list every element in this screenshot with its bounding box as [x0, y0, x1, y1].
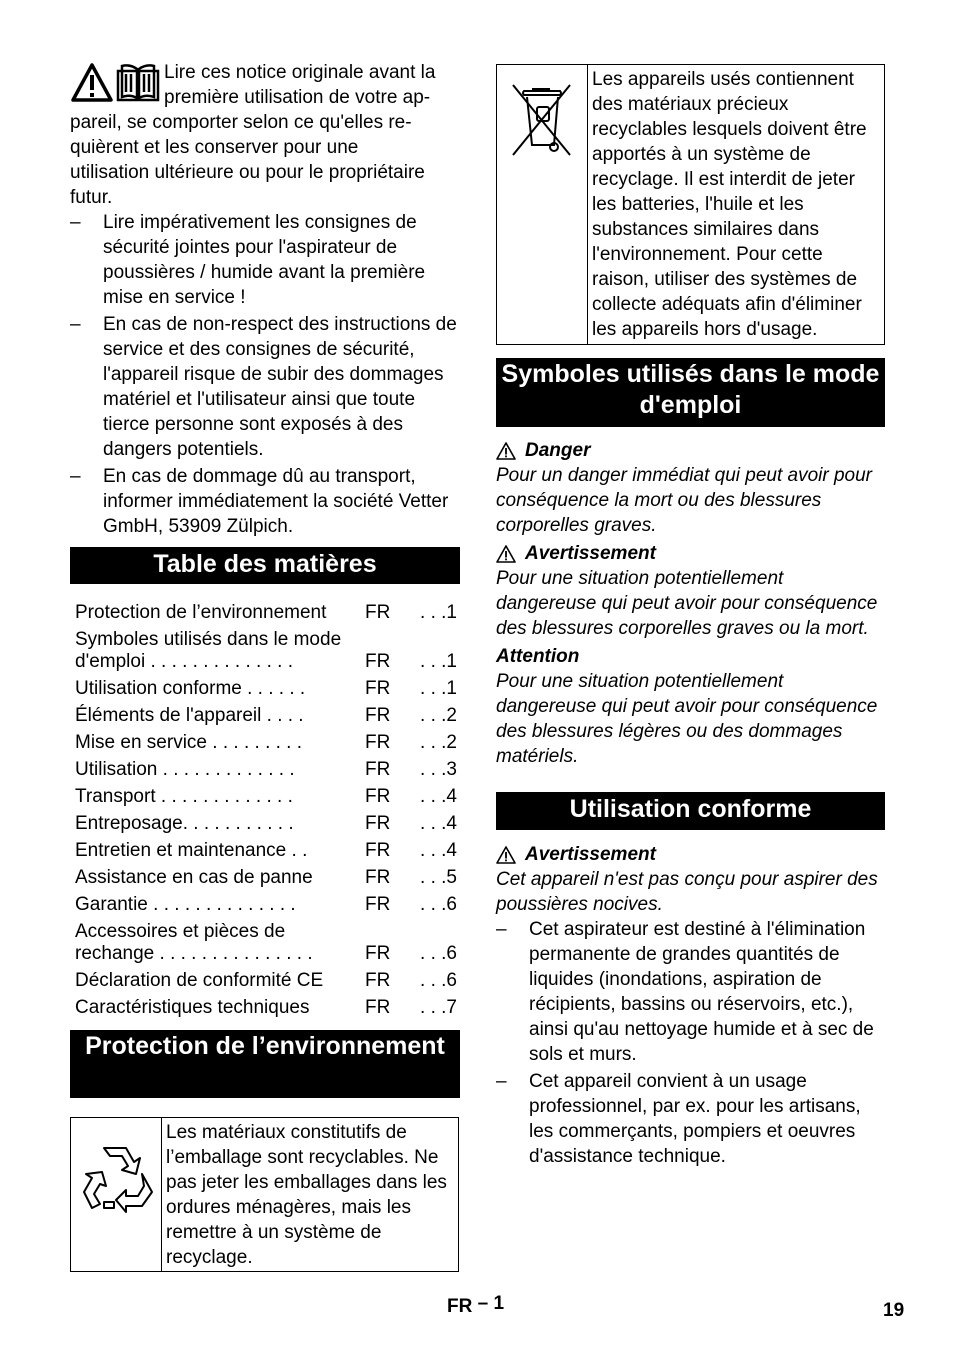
toc-entry-page: . . .2 [420, 705, 457, 726]
toc-entry[interactable] [70, 813, 460, 835]
packaging-text: Les matériaux constitutifs de l’emballage sont recyclables. Ne pas jeter les emballages dans les ordures ménagères, mais les remettre à un système de recyclage. [166, 1122, 447, 1268]
attention-label: Attention [496, 646, 580, 667]
intro-line-6: futur. [70, 187, 113, 208]
intro-line-4: quièrent et les conserver pour une [70, 137, 359, 158]
usage-section [496, 842, 885, 1169]
bullet-text: Cet aspirateur est destiné à l'élimination permanente de grandes quantités de liquides (inondations, aspiration de récipients, bassins ou réservoirs, etc.), ainsi qu'au nettoyage humide et à sec de sols et murs. [529, 919, 874, 1065]
toc-entry[interactable] [70, 867, 460, 889]
recycle-icon-cell [71, 1118, 162, 1271]
intro-bullet-list [70, 210, 460, 539]
toc-entry-title [75, 732, 365, 754]
toc-entry[interactable] [70, 629, 460, 673]
intro-line-3: pareil, se comporter selon ce qu'elles re- [70, 112, 412, 133]
toc-heading: Table des matières [70, 547, 460, 584]
symbols-section [496, 438, 885, 769]
list-item [496, 1069, 885, 1169]
toc-entry-page: . . .5 [420, 867, 457, 888]
toc-entry-leader: . . . . . . . . . . . . . . [145, 651, 293, 672]
list-item [70, 210, 460, 310]
list-item [70, 312, 460, 462]
toc-entry-page: . . .3 [420, 759, 457, 780]
toc-entry-title [75, 786, 365, 808]
bullet-text: Lire impérativement les consignes de sécurité jointes pour l'aspirateur de poussières / humide avant la première mise en service ! [103, 212, 426, 308]
toc-entry-lang: FR [365, 867, 391, 888]
toc-entry-title [75, 813, 365, 835]
manual-book-icon [118, 65, 158, 100]
toc-entry-page: . . .6 [420, 894, 457, 915]
toc-entry-title [75, 678, 365, 700]
toc-entry-leader: . . . . [261, 705, 304, 726]
usage-warning-label-row [496, 842, 885, 867]
usage-heading: Utilisation conforme [496, 792, 885, 830]
toc-entry-page: . . .1 [420, 651, 457, 672]
toc-entry-title-text: Transport [75, 786, 156, 807]
toc-entry-lang: FR [365, 970, 391, 991]
toc-entry-lang: FR [365, 894, 391, 915]
toc-entry-title-text: Mise en service [75, 732, 207, 753]
toc-entry-title [75, 840, 365, 862]
toc-entry-leader: . . . . . . . . . [207, 732, 303, 753]
toc-entry-lang: FR [365, 602, 391, 623]
danger-label-row [496, 438, 885, 463]
list-item [70, 464, 460, 539]
toc-entry-title-text: Entretien et maintenance [75, 840, 287, 861]
disposal-text: Les appareils usés contiennent des matériaux précieux recyclables lesquels doivent être apportés à un système de recyclage. Il est interdit de jeter les batteries, l'huile et les substances similaires dans l'environnement. Pour cette raison, utiliser des systèmes de collecte adéquats afin d'éliminer les appareils hors d'usage. [592, 69, 867, 340]
toc-entry-lang: FR [365, 732, 391, 753]
intro-line-2: première utilisation de votre ap- [164, 87, 431, 108]
toc-entry-lang: FR [365, 943, 391, 964]
toc-entry-leader: . . . . . . . . . . . . . [157, 759, 295, 780]
toc-entry[interactable] [70, 705, 460, 727]
intro-line-5: utilisation ultérieure ou pour le propriétaire [70, 162, 425, 183]
toc-entry-lang: FR [365, 759, 391, 780]
warning-icon [73, 65, 111, 100]
toc-entry-leader: . . . . . . . . . . . [182, 813, 294, 834]
danger-text: Pour un danger immédiat qui peut avoir pour conséquence la mort ou des blessures corporelles graves. [496, 465, 873, 536]
toc-entry-page: . . .2 [420, 732, 457, 753]
bullet-text: Cet appareil convient à un usage professionnel, par ex. pour les artisans, les commerçants, pompiers et oeuvres d'assistance technique. [529, 1071, 861, 1167]
toc-entry[interactable] [70, 786, 460, 808]
toc-entry-title-text: Déclaration de conformité CE [75, 970, 324, 991]
toc-entry-page: . . .4 [420, 786, 457, 807]
environment-heading: Protection de l’environnement [70, 1030, 460, 1098]
toc-entry-title-text: Accessoires et pièces de rechange [75, 921, 286, 964]
footer-section-page: – 1 [477, 1293, 505, 1314]
bullet-dash: – [496, 1071, 507, 1092]
bullet-text: En cas de dommage dû au transport, informer immédiatement la société Vetter GmbH, 53909 Zülpich. [103, 466, 449, 537]
bullet-dash: – [496, 919, 507, 940]
toc-entry-lang: FR [365, 813, 391, 834]
page-number: 19 [883, 1300, 905, 1321]
toc-entry-leader: . . . . . . [241, 678, 306, 699]
toc-entry-page: . . .1 [420, 678, 457, 699]
toc-entry-leader: . . . . . . . . . . . . . . [147, 894, 296, 915]
intro-line-1: Lire ces notice originale avant la [164, 62, 436, 83]
toc-entry-page: . . .1 [420, 602, 457, 623]
toc-entry-title-text: Utilisation [75, 759, 158, 780]
toc-entry-title-text: Symboles utilisés dans le mode d'emploi [75, 629, 342, 672]
intro-block [70, 60, 460, 539]
toc-entry-page: . . .6 [420, 943, 457, 964]
toc-entry-title [75, 970, 365, 992]
usage-warning-label: Avertissement [525, 844, 656, 865]
footer-section-ref [447, 1293, 505, 1318]
toc-entry-lang: FR [365, 705, 391, 726]
disposal-box [496, 64, 885, 345]
symbols-heading: Symboles utilisés dans le mode d'emploi [496, 358, 885, 427]
toc-entry-title [75, 921, 365, 965]
usage-bullet-list [496, 917, 885, 1169]
toc-entry-title [75, 867, 365, 889]
attention-label-row [496, 644, 885, 669]
warning-text: Pour une situation potentiellement dangereuse qui peut avoir pour conséquence des blessures corporelles graves ou la mort. [496, 568, 878, 639]
toc-entry[interactable] [70, 602, 460, 624]
intro-icons [70, 62, 162, 108]
toc-entry[interactable] [70, 678, 460, 700]
toc-entry[interactable] [70, 732, 460, 754]
bullet-dash: – [70, 212, 81, 233]
bullet-dash: – [70, 466, 81, 487]
toc-entry-page: . . .4 [420, 813, 457, 834]
warning-label: Avertissement [525, 543, 656, 564]
toc-entry-leader: . . . . . . . . . . . . . [155, 786, 293, 807]
attention-text: Pour une situation potentiellement dangereuse qui peut avoir pour conséquence des blessures légères ou des dommages matériels. [496, 671, 878, 767]
toc-entry-lang: FR [365, 840, 391, 861]
toc-entry-title [75, 997, 365, 1019]
toc-entry-title-text: Caractéristiques techniques [75, 997, 310, 1018]
toc-entry-lang: FR [365, 997, 391, 1018]
warning-triangle-icon [496, 545, 516, 563]
warning-label-row [496, 541, 885, 566]
table-of-contents [70, 602, 460, 1024]
toc-entry-title [75, 894, 365, 916]
toc-entry-title [75, 705, 365, 727]
toc-entry-title [75, 602, 365, 624]
toc-entry-title-text: Protection de l’environnement [75, 602, 327, 623]
toc-entry-page: . . .7 [420, 997, 457, 1018]
usage-warning-text: Cet appareil n'est pas conçu pour aspirer des poussières nocives. [496, 869, 878, 915]
danger-label: Danger [525, 440, 591, 461]
toc-entry-title-text: Utilisation conforme [75, 678, 242, 699]
list-item [496, 917, 885, 1067]
toc-entry-title-text: Assistance en cas de panne [75, 867, 313, 888]
toc-entry-title-text: Garantie [75, 894, 148, 915]
toc-entry-title-text: Éléments de l'appareil [75, 705, 262, 726]
toc-entry-title [75, 629, 365, 673]
toc-entry-lang: FR [365, 651, 391, 672]
toc-entry[interactable] [70, 894, 460, 916]
toc-entry-title [75, 759, 365, 781]
toc-entry-leader: . . [286, 840, 308, 861]
toc-entry-page: . . .6 [420, 970, 457, 991]
crossed-bin-icon [510, 83, 574, 159]
warning-triangle-icon [496, 442, 516, 460]
toc-entry[interactable] [70, 840, 460, 862]
warning-triangle-icon [496, 846, 516, 864]
footer-lang: FR [447, 1296, 473, 1317]
packaging-recycling-box [70, 1117, 459, 1272]
recycle-icon [78, 1140, 154, 1216]
toc-entry[interactable] [70, 759, 460, 781]
toc-entry-lang: FR [365, 678, 391, 699]
toc-entry[interactable] [70, 970, 460, 992]
toc-entry-leader: . . . . . . . . . . . . . . . [154, 943, 313, 964]
toc-entry-title-text: Entreposage [75, 813, 183, 834]
toc-entry[interactable] [70, 921, 460, 965]
toc-entry[interactable] [70, 997, 460, 1019]
toc-entry-page: . . .4 [420, 840, 457, 861]
bullet-dash: – [70, 314, 81, 335]
bin-icon-cell [497, 65, 588, 344]
toc-entry-lang: FR [365, 786, 391, 807]
bullet-text: En cas de non-respect des instructions de service et des consignes de sécurité, l'appareil risque de subir des dommages matériel et l'utilisateur ainsi que toute tierce personne sont exposés à des dangers potentiels. [103, 314, 457, 460]
